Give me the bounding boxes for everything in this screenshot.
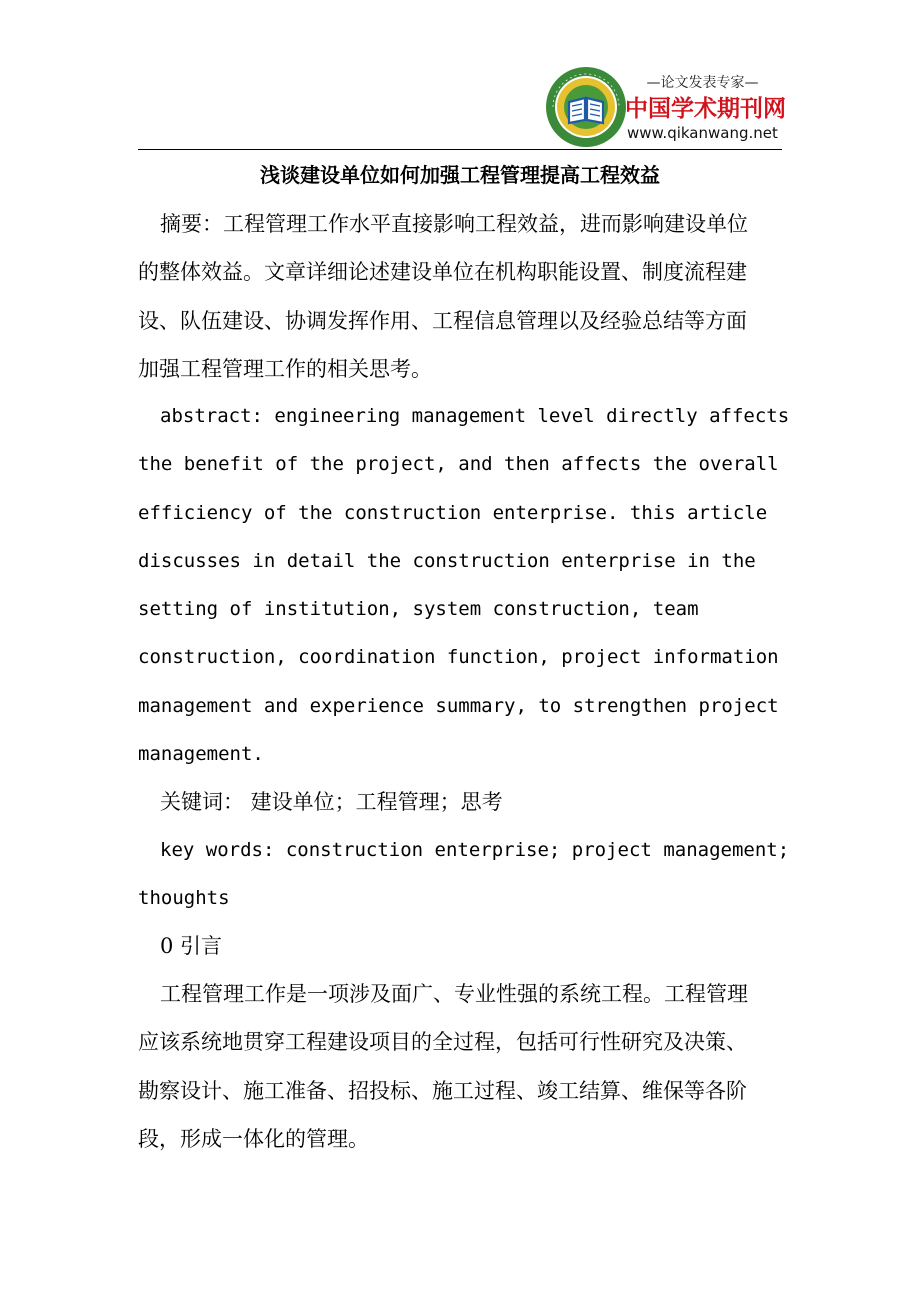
keywords-cn bbox=[138, 778, 778, 826]
keywords-en-line: thoughts bbox=[138, 887, 230, 910]
abstract-en-line: efficiency of the construction enterprise. this article bbox=[138, 501, 768, 524]
section-heading-text: 0 引言 bbox=[160, 934, 223, 958]
abstract-en-line: management. bbox=[138, 743, 264, 766]
abstract-cn-line: 的整体效益。文章详细论述建设单位在机构职能设置、制度流程建 bbox=[138, 260, 747, 285]
abstract-en-line: abstract: engineering management level directly affects bbox=[160, 405, 790, 427]
logo-url: www.qikanwang.net bbox=[627, 124, 778, 142]
abstract-en-line: discusses in detail the construction enterprise in the bbox=[138, 549, 756, 572]
intro-line: 应该系统地贯穿工程建设项目的全过程，包括可行性研究及决策、 bbox=[138, 1030, 747, 1055]
abstract-cn-line: 设、队伍建设、协调发挥作用、工程信息管理以及经验总结等方面 bbox=[138, 308, 747, 333]
abstract-en-line: construction, coordination function, project information bbox=[138, 646, 779, 669]
logo-tagline: —论文发表专家— bbox=[646, 75, 759, 91]
intro-line: 勘察设计、施工准备、招投标、施工过程、竣工结算、维保等各阶 bbox=[138, 1078, 747, 1103]
abstract-en-line: management and experience summary, to strengthen project bbox=[138, 694, 779, 717]
intro-line: 工程管理工作是一项涉及面广、专业性强的系统工程。工程管理 bbox=[160, 982, 748, 1006]
abstract-en-line: the benefit of the project, and then affects the overall bbox=[138, 453, 779, 476]
abstract-en-line: setting of institution, system construction, team bbox=[138, 598, 699, 621]
section-heading bbox=[138, 922, 778, 970]
intro-paragraph bbox=[138, 970, 778, 1163]
abstract-cn-line: 加强工程管理工作的相关思考。 bbox=[138, 356, 432, 381]
keywords-cn-line: 关键词： 建设单位；工程管理；思考 bbox=[160, 790, 503, 814]
intro-line: 段，形成一体化的管理。 bbox=[138, 1126, 369, 1151]
abstract-cn bbox=[138, 200, 778, 393]
logo-name: 中国学术期刊网 bbox=[625, 96, 786, 122]
abstract-cn-line: 摘要：工程管理工作水平直接影响工程效益，进而影响建设单位 bbox=[160, 212, 748, 236]
header-divider bbox=[138, 149, 782, 150]
header-logo bbox=[545, 66, 785, 150]
keywords-en-line: key words: construction enterprise; project management; bbox=[160, 839, 790, 861]
abstract-en bbox=[138, 392, 790, 778]
journal-emblem-icon bbox=[545, 66, 627, 148]
document-title: 浅谈建设单位如何加强工程管理提高工程效益 bbox=[260, 163, 660, 187]
keywords-en bbox=[138, 826, 790, 923]
